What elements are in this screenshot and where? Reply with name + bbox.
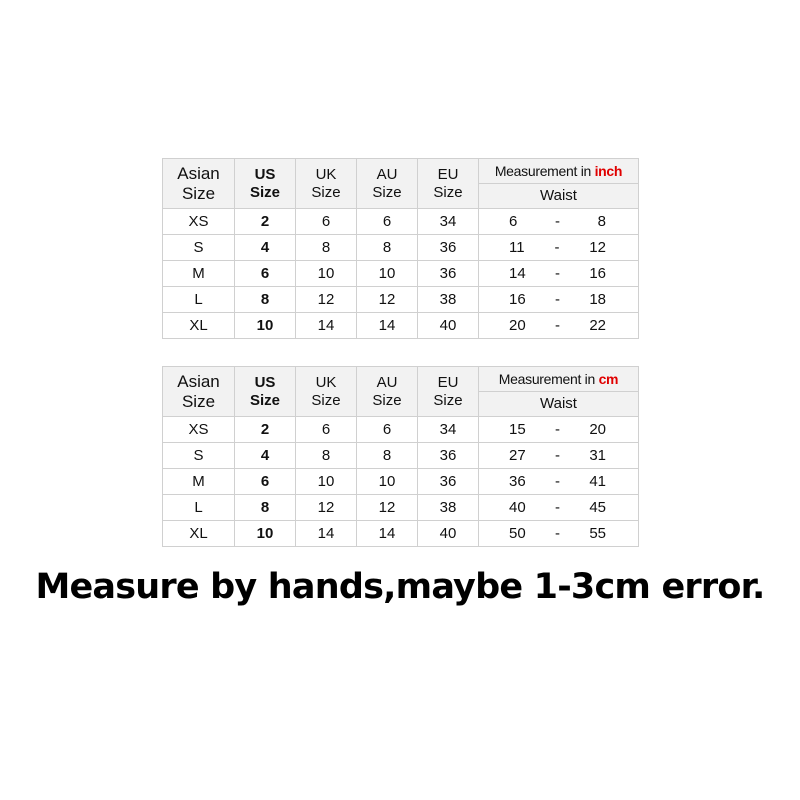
header-us-size xyxy=(235,367,296,417)
header-uk-size-line2: Size xyxy=(311,183,341,201)
waist-min: 11 xyxy=(509,238,525,256)
table-row xyxy=(163,287,639,313)
cell-eu-size: 34 xyxy=(418,417,479,443)
table-row xyxy=(163,417,639,443)
measurement-note: Measure by hands,maybe 1-3cm error. xyxy=(35,567,765,607)
cell-waist-range xyxy=(479,209,639,235)
waist-min: 15 xyxy=(509,420,526,438)
cell-us-size: 8 xyxy=(235,495,296,521)
header-asian-size xyxy=(163,367,235,417)
header-eu-size-line2: Size xyxy=(433,183,463,201)
cell-waist-range xyxy=(479,235,639,261)
waist-min: 40 xyxy=(509,498,526,516)
waist-max: 8 xyxy=(597,212,606,230)
cell-uk-size: 14 xyxy=(296,521,357,547)
cell-asian-size: M xyxy=(163,469,235,495)
waist-min: 20 xyxy=(509,316,526,334)
cell-uk-size: 12 xyxy=(296,495,357,521)
waist-separator: - xyxy=(554,238,560,256)
header-uk-size-line1: UK xyxy=(315,374,337,392)
cell-asian-size: XS xyxy=(163,417,235,443)
header-measurement xyxy=(479,159,639,184)
waist-separator: - xyxy=(555,524,560,542)
cell-eu-size: 38 xyxy=(418,495,479,521)
cell-us-size: 6 xyxy=(235,261,296,287)
cell-asian-size: XL xyxy=(163,521,235,547)
header-asian-size-line1: Asian xyxy=(177,163,220,183)
cell-eu-size: 40 xyxy=(418,313,479,339)
header-eu-size-line1: EU xyxy=(437,374,459,392)
cell-asian-size: L xyxy=(163,495,235,521)
cell-eu-size: 34 xyxy=(418,209,479,235)
cell-waist-range xyxy=(479,443,639,469)
waist-separator: - xyxy=(555,264,560,282)
waist-max: 45 xyxy=(589,498,606,516)
table-header-row xyxy=(163,367,639,392)
cell-asian-size: S xyxy=(163,443,235,469)
header-au-size xyxy=(357,159,418,209)
cell-au-size: 8 xyxy=(357,235,418,261)
cell-eu-size: 40 xyxy=(418,521,479,547)
cell-eu-size: 36 xyxy=(418,235,479,261)
cell-us-size: 4 xyxy=(235,235,296,261)
header-us-size xyxy=(235,159,296,209)
table-row xyxy=(163,313,639,339)
header-uk-size xyxy=(296,367,357,417)
cell-waist-range xyxy=(479,469,639,495)
header-us-size-line2: Size xyxy=(249,183,280,201)
cell-au-size: 10 xyxy=(357,261,418,287)
cell-eu-size: 38 xyxy=(418,287,479,313)
table-row xyxy=(163,495,639,521)
header-au-size-line1: AU xyxy=(376,166,398,184)
waist-separator: - xyxy=(555,212,560,230)
cell-asian-size: M xyxy=(163,261,235,287)
measurement-unit: cm xyxy=(598,370,619,387)
cell-uk-size: 10 xyxy=(296,261,357,287)
waist-min: 50 xyxy=(509,524,526,542)
cell-asian-size: L xyxy=(163,287,235,313)
cell-au-size: 10 xyxy=(357,469,418,495)
header-us-size-line1: US xyxy=(254,166,276,184)
table-row xyxy=(163,521,639,547)
waist-min: 36 xyxy=(509,472,526,490)
cell-au-size: 12 xyxy=(357,495,418,521)
cell-uk-size: 14 xyxy=(296,313,357,339)
cell-waist-range xyxy=(479,417,639,443)
cell-uk-size: 6 xyxy=(296,417,357,443)
size-chart-cm xyxy=(162,366,639,547)
cell-us-size: 2 xyxy=(235,209,296,235)
cell-us-size: 4 xyxy=(235,443,296,469)
header-uk-size xyxy=(296,159,357,209)
waist-max: 18 xyxy=(589,290,606,308)
waist-separator: - xyxy=(555,498,560,516)
waist-range xyxy=(479,499,638,516)
cell-uk-size: 12 xyxy=(296,287,357,313)
waist-min: 6 xyxy=(509,212,518,230)
cell-uk-size: 6 xyxy=(296,209,357,235)
waist-max: 16 xyxy=(589,264,606,282)
waist-range xyxy=(479,317,638,334)
measurement-unit: inch xyxy=(594,162,623,179)
header-asian-size-line2: Size xyxy=(181,391,216,411)
header-asian-size-line1: Asian xyxy=(177,371,220,391)
header-us-size-line1: US xyxy=(254,374,276,392)
header-us-size-line2: Size xyxy=(249,391,280,409)
header-asian-size-line2: Size xyxy=(181,183,216,203)
header-waist: Waist xyxy=(479,184,639,209)
waist-max: 31 xyxy=(589,446,606,464)
cell-asian-size: XS xyxy=(163,209,235,235)
cell-au-size: 8 xyxy=(357,443,418,469)
waist-max: 41 xyxy=(589,472,606,490)
header-eu-size xyxy=(418,159,479,209)
measurement-prefix: Measurement in xyxy=(498,370,599,387)
waist-range xyxy=(479,421,638,438)
cell-us-size: 8 xyxy=(235,287,296,313)
header-asian-size xyxy=(163,159,235,209)
waist-separator: - xyxy=(555,316,560,334)
table-row xyxy=(163,469,639,495)
waist-min: 14 xyxy=(509,264,526,282)
cell-us-size: 10 xyxy=(235,313,296,339)
header-au-size xyxy=(357,367,418,417)
header-measurement xyxy=(479,367,639,392)
header-waist: Waist xyxy=(479,392,639,417)
cell-au-size: 6 xyxy=(357,417,418,443)
waist-max: 12 xyxy=(589,238,606,256)
waist-max: 22 xyxy=(589,316,606,334)
cell-us-size: 2 xyxy=(235,417,296,443)
waist-range xyxy=(479,291,638,308)
measurement-prefix: Measurement in xyxy=(494,162,595,179)
header-eu-size-line2: Size xyxy=(433,391,463,409)
waist-separator: - xyxy=(555,446,560,464)
table-row xyxy=(163,209,639,235)
header-eu-size xyxy=(418,367,479,417)
cell-waist-range xyxy=(479,287,639,313)
waist-separator: - xyxy=(555,420,560,438)
header-uk-size-line1: UK xyxy=(315,166,337,184)
table-header-row xyxy=(163,159,639,184)
cell-au-size: 12 xyxy=(357,287,418,313)
waist-range xyxy=(479,239,638,256)
table-row xyxy=(163,235,639,261)
table-row xyxy=(163,443,639,469)
waist-min: 16 xyxy=(509,290,526,308)
cell-eu-size: 36 xyxy=(418,443,479,469)
header-eu-size-line1: EU xyxy=(437,166,459,184)
waist-range xyxy=(479,447,638,464)
cell-waist-range xyxy=(479,495,639,521)
waist-separator: - xyxy=(555,290,560,308)
waist-min: 27 xyxy=(509,446,526,464)
cell-au-size: 14 xyxy=(357,313,418,339)
cell-uk-size: 10 xyxy=(296,469,357,495)
waist-max: 55 xyxy=(589,524,606,542)
cell-uk-size: 8 xyxy=(296,235,357,261)
cell-eu-size: 36 xyxy=(418,261,479,287)
cell-waist-range xyxy=(479,261,639,287)
cell-waist-range xyxy=(479,313,639,339)
cell-asian-size: XL xyxy=(163,313,235,339)
waist-max: 20 xyxy=(589,420,606,438)
cell-us-size: 6 xyxy=(235,469,296,495)
cell-asian-size: S xyxy=(163,235,235,261)
waist-range xyxy=(479,473,638,490)
header-uk-size-line2: Size xyxy=(311,391,341,409)
waist-range xyxy=(479,525,638,542)
waist-range xyxy=(479,265,638,282)
cell-waist-range xyxy=(479,521,639,547)
cell-eu-size: 36 xyxy=(418,469,479,495)
cell-au-size: 14 xyxy=(357,521,418,547)
size-chart-inch xyxy=(162,158,639,339)
header-au-size-line2: Size xyxy=(372,183,402,201)
table-row xyxy=(163,261,639,287)
header-au-size-line1: AU xyxy=(376,374,398,392)
cell-au-size: 6 xyxy=(357,209,418,235)
header-au-size-line2: Size xyxy=(372,391,402,409)
waist-range xyxy=(479,213,638,230)
cell-uk-size: 8 xyxy=(296,443,357,469)
cell-us-size: 10 xyxy=(235,521,296,547)
waist-separator: - xyxy=(555,472,560,490)
